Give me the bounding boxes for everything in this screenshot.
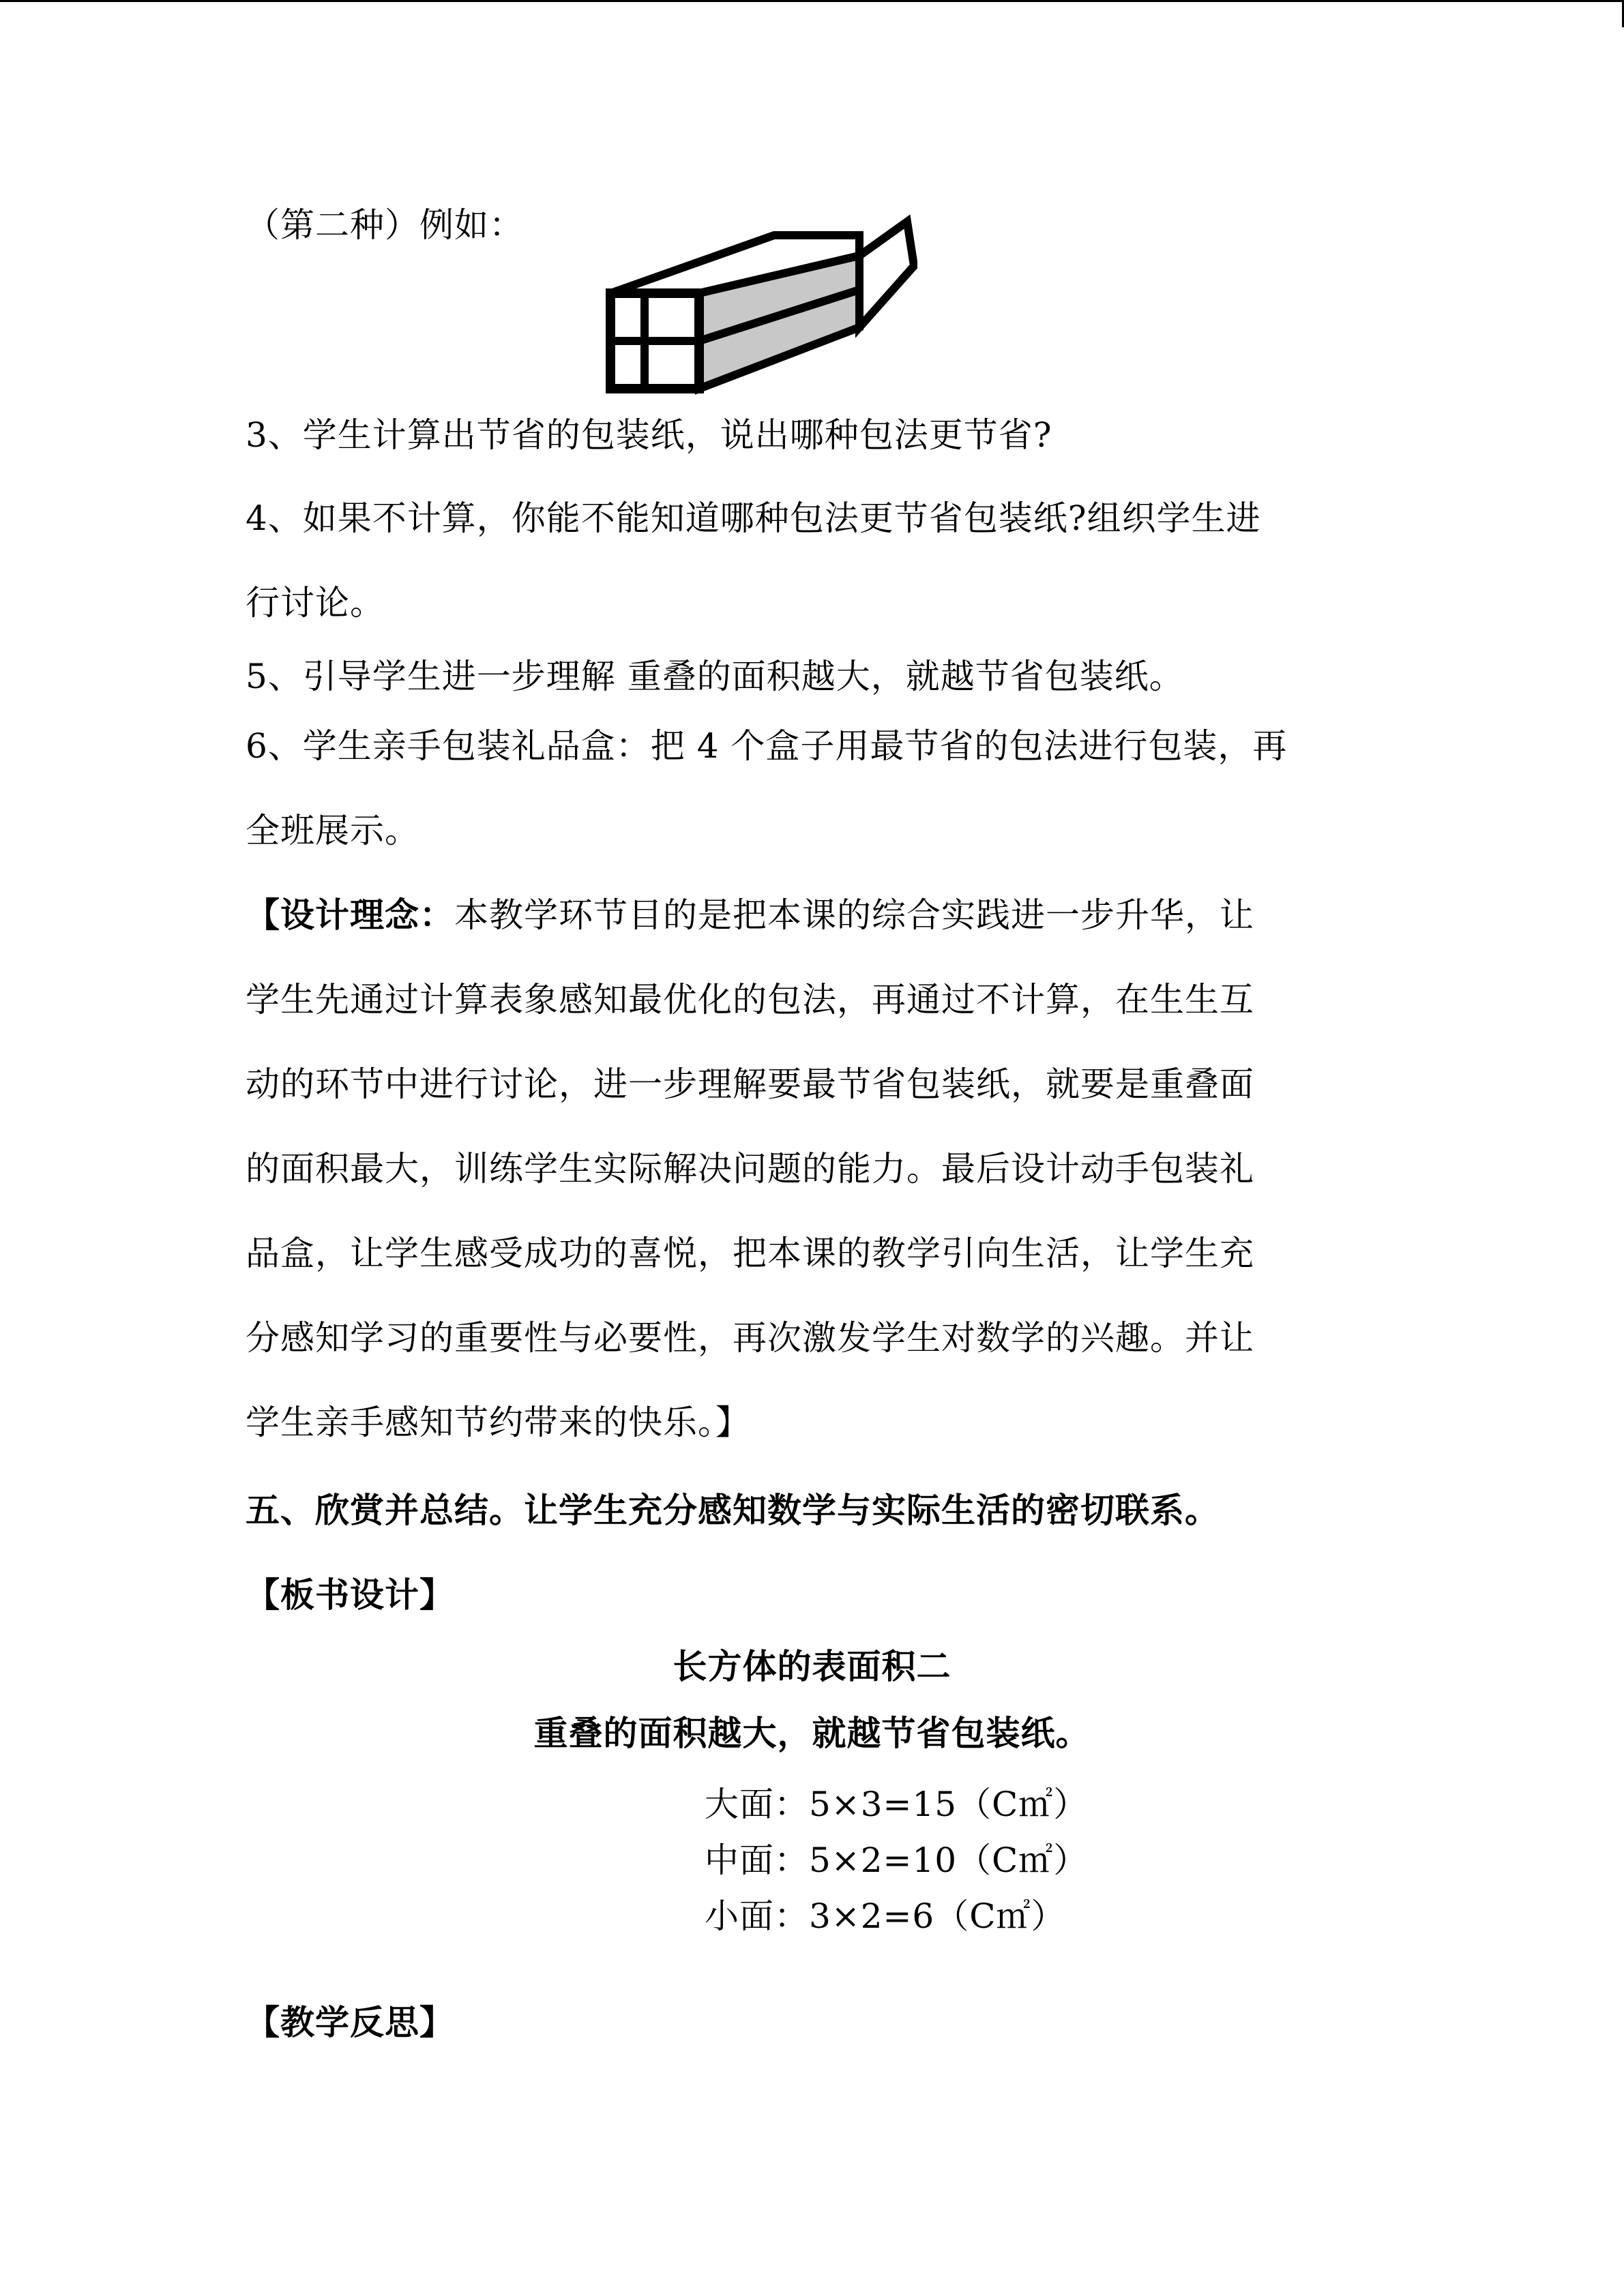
- step-4-continued: 行讨论。: [246, 583, 385, 623]
- design-concept-line-6: 分感知学习的重要性与必要性，再次激发学生对数学的兴趣。并让: [246, 1318, 1254, 1358]
- page-top-border: [0, 0, 1624, 2]
- section-five-heading: 五、欣赏并总结。让学生充分感知数学与实际生活的密切联系。: [246, 1490, 1220, 1530]
- wrapped-box-figure: [604, 215, 917, 406]
- board-design-heading: 【板书设计】: [246, 1575, 454, 1615]
- box-lid-flap: [859, 222, 914, 327]
- step-5: 5、引导学生进一步理解 重叠的面积越大，就越节省包装纸。: [246, 657, 1184, 696]
- design-concept-label: 【设计理念：: [246, 895, 454, 935]
- formula-large-face: 大面：5×3=15（C㎡）: [705, 1785, 1089, 1824]
- formula-medium-face: 中面：5×2=10（C㎡）: [705, 1840, 1089, 1880]
- step-6: 6、学生亲手包装礼品盒：把 4 个盒子用最节省的包法进行包装，再: [246, 726, 1288, 766]
- design-concept-line-2: 学生先通过计算表象感知最优化的包法，再通过不计算，在生生互: [246, 980, 1254, 1019]
- step-3: 3、学生计算出节省的包装纸，说出哪种包法更节省?: [246, 415, 1052, 455]
- board-subtitle: 重叠的面积越大，就越节省包装纸。: [533, 1713, 1091, 1753]
- design-concept-line-3: 动的环节中进行讨论，进一步理解要最节省包装纸，就要是重叠面: [246, 1064, 1254, 1104]
- formula-small-face: 小面：3×2=6（C㎡）: [705, 1896, 1066, 1936]
- board-title: 长方体的表面积二: [673, 1646, 951, 1686]
- reflection-heading: 【教学反思】: [246, 2002, 454, 2042]
- example-label: （第二种）例如：: [246, 205, 524, 245]
- design-concept-line-4: 的面积最大，训练学生实际解决问题的能力。最后设计动手包装礼: [246, 1149, 1254, 1189]
- design-concept-line-7: 学生亲手感知节约带来的快乐。】: [246, 1403, 750, 1442]
- design-concept-text-1: 本教学环节目的是把本课的综合实践进一步升华，让: [454, 895, 1254, 935]
- step-6-continued: 全班展示。: [246, 811, 419, 850]
- design-concept-line-1: [246, 893, 1254, 937]
- step-4: 4、如果不计算，你能不能知道哪种包法更节省包装纸?组织学生进: [246, 498, 1261, 538]
- design-concept-line-5: 品盒，让学生感受成功的喜悦，把本课的教学引向生活，让学生充: [246, 1234, 1254, 1273]
